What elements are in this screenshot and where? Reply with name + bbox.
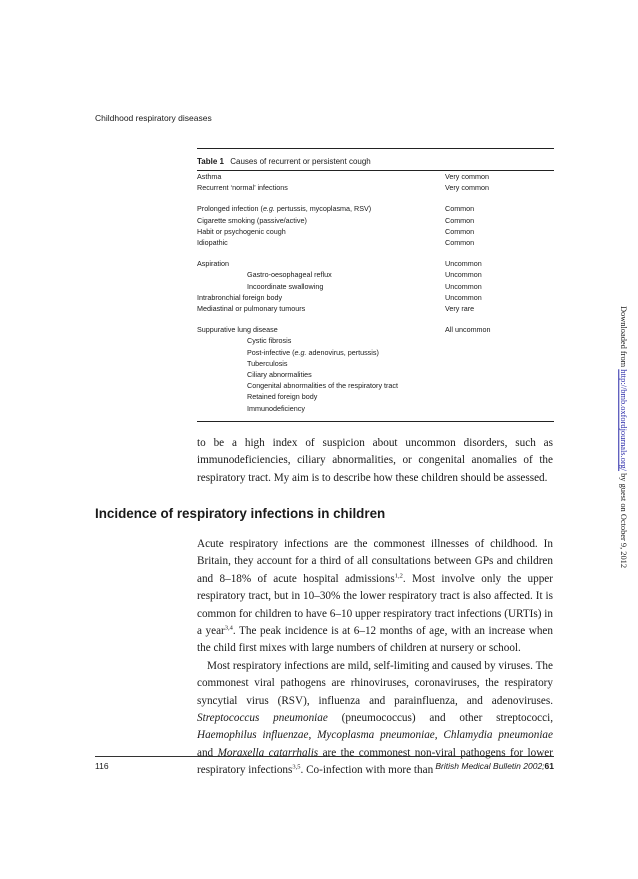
frequency-cell: All uncommon [445, 325, 491, 335]
cause-cell: Asthma [197, 172, 222, 181]
table-spacer [197, 248, 554, 258]
frequency-cell [445, 358, 554, 369]
journal-volume: 61 [544, 761, 554, 771]
footer-rule [95, 756, 554, 757]
table-row [197, 358, 554, 369]
journal-citation [435, 761, 554, 771]
species-name: Moraxella catarrhalis [217, 746, 319, 759]
table-row [197, 380, 554, 391]
table-row [197, 391, 554, 402]
cause-cell: Cigarette smoking (passive/active) [197, 215, 307, 225]
cause-cell: Retained foreign body [247, 392, 318, 402]
frequency-cell: Uncommon [445, 270, 482, 280]
frequency-cell: Uncommon [445, 292, 482, 302]
paragraph-intro: to be a high index of suspicion about uncommon disorders, such as immunodeficiencies, ciliary abnormalities, or congenital anomalies of the respiratory tract. My aim is to describe how these children should be assessed. [197, 437, 553, 484]
cause-cell: Ciliary abnormalities [247, 370, 312, 380]
cause-cell: Congenital abnormalities of the respiratory tract [247, 381, 399, 391]
watermark-link[interactable]: http://bmb.oxfordjournals.org/ [619, 369, 628, 472]
watermark-prefix: Downloaded from [619, 306, 628, 370]
text-run: Acute respiratory infections are the commonest illnesses of childhood. In Britain, they account for a third of all consultations between GPs and children and 8–18% of acute hospital admissions [197, 538, 553, 585]
species-name: Streptococcus pneumoniae [197, 712, 328, 725]
cause-cell: Mediastinal or pulmonary tumours [197, 304, 306, 314]
cause-cell: Idiopathic [197, 238, 228, 248]
frequency-cell: Very common [445, 183, 489, 193]
text-run: (pneumococcus) and other streptococci, [327, 712, 553, 725]
citation: 1,2 [394, 572, 403, 580]
frequency-cell [445, 380, 554, 391]
journal-name: British Medical Bulletin 2002; [435, 761, 545, 771]
frequency-cell: Very rare [445, 304, 475, 314]
table-row [197, 215, 554, 226]
table-row [197, 269, 554, 280]
running-head: Childhood respiratory diseases [95, 113, 212, 123]
table-row [197, 347, 554, 358]
table-row [197, 281, 554, 292]
table-row [197, 237, 554, 248]
table-row [197, 203, 554, 214]
table-row [197, 292, 554, 303]
page-number: 116 [95, 761, 109, 771]
table-spacer [197, 193, 554, 203]
cause-cell: Recurrent ‘normal’ infections [197, 183, 288, 193]
watermark-suffix: by guest on October 9, 2012 [619, 471, 628, 569]
citation: 3,4 [224, 624, 233, 632]
causes-table [197, 171, 554, 414]
abbreviation: e.g. [294, 347, 307, 357]
frequency-cell: Uncommon [445, 281, 482, 291]
cause-cell: Prolonged infection (e.g. pertussis, mycoplasma, RSV) [197, 204, 372, 214]
table-bottom-rule [197, 421, 554, 422]
abbreviation: e.g. [262, 204, 275, 214]
frequency-cell [445, 347, 554, 358]
cause-cell: Suppurative lung disease [197, 325, 278, 335]
cause-cell: Aspiration [197, 259, 229, 269]
cause-cell: Incoordinate swallowing [247, 281, 324, 291]
cause-cell: Tuberculosis [247, 358, 288, 368]
table-row [197, 369, 554, 380]
table-row [197, 182, 554, 193]
text-run: Most respiratory infections are mild, self-limiting and caused by viruses. The commonest viral pathogens are rhinoviruses, coronaviruses, the respiratory syncytial virus (RSV), influenza and parainfluenza, and adenoviruses. [197, 659, 553, 707]
frequency-cell: Common [445, 215, 475, 225]
text-run: are the commonest non-viral pathogens for lower respiratory infections [197, 746, 553, 777]
table-1 [197, 148, 554, 422]
table-row [197, 335, 554, 346]
table-caption [197, 149, 554, 170]
text-run: . Co-infection with more than [300, 764, 434, 777]
frequency-cell [445, 391, 554, 402]
frequency-cell: Common [445, 204, 475, 214]
frequency-cell [445, 335, 554, 346]
cause-cell: Habit or psychogenic cough [197, 226, 286, 236]
table-row [197, 324, 554, 335]
cause-cell: Post-infective (e.g. adenovirus, pertussis) [247, 347, 379, 357]
table-row [197, 258, 554, 269]
frequency-cell: Common [445, 226, 475, 236]
frequency-cell: Uncommon [445, 259, 482, 269]
text-run: . The peak incidence is at 6–12 months of age, with an increase when the child first mixes with large numbers of children at nursery or school. [197, 625, 553, 655]
table-row [197, 171, 554, 182]
cause-cell: Immunodeficiency [247, 403, 305, 413]
download-watermark [614, 306, 628, 596]
cause-cell: Intrabronchial foreign body [197, 292, 283, 302]
text-run: and [197, 746, 218, 759]
table-row [197, 303, 554, 314]
table-label: Table 1 [197, 157, 224, 166]
species-name: Haemophilus influenzae, Mycoplasma pneumoniae, Chlamydia pneumoniae [197, 729, 553, 742]
paragraph-incidence [197, 536, 553, 658]
table-row [197, 403, 554, 414]
table-spacer [197, 314, 554, 324]
frequency-cell: Common [445, 238, 475, 248]
citation: 3,5 [292, 763, 301, 771]
frequency-cell: Very common [445, 172, 489, 181]
table-caption-text: Causes of recurrent or persistent cough [230, 157, 371, 166]
section-body [197, 536, 553, 780]
frequency-cell [445, 403, 554, 414]
cause-cell: Gastro-oesophageal reflux [247, 270, 332, 280]
text-run: . Most involve only the upper respiratory tract, but in 10–30% the lower respiratory tract is also affected. It is common for children to have 6–10 upper respiratory tract infections (URTIs) in a year [197, 572, 553, 638]
frequency-cell [445, 369, 554, 380]
section-heading: Incidence of respiratory infections in children [95, 506, 386, 521]
cause-cell: Cystic fibrosis [247, 336, 292, 346]
table-row [197, 226, 554, 237]
